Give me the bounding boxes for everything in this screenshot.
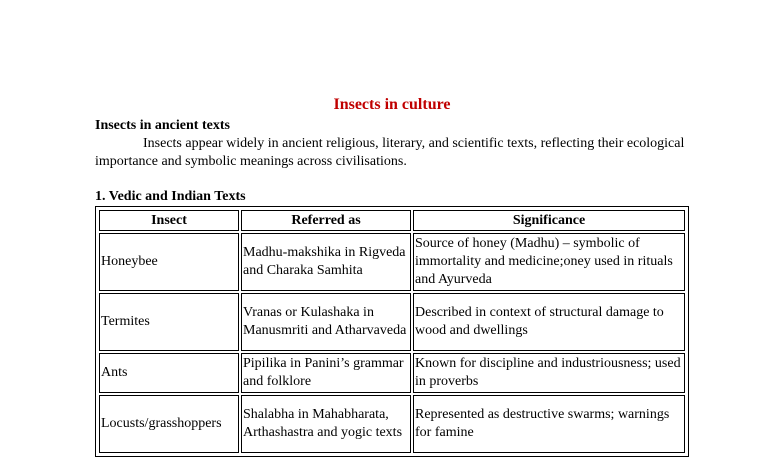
cell-significance: Source of honey (Madhu) – symbolic of immortality and medicine;oney used in rituals and Ayurveda: [413, 233, 685, 291]
table-row: [99, 233, 685, 291]
table-row: [99, 395, 685, 453]
cell-insect: Termites: [99, 293, 239, 351]
cell-significance: Represented as destructive swarms; warnings for famine: [413, 395, 685, 453]
page-title: Insects in culture: [333, 96, 451, 113]
cell-significance: Described in context of structural damage to wood and dwellings: [413, 293, 685, 351]
table-row: [99, 353, 685, 393]
cell-referred-as: Pipilika in Panini’s grammar and folklore: [241, 353, 411, 393]
cell-significance: Known for discipline and industriousness; used in proverbs: [413, 353, 685, 393]
subheading: Insects in ancient texts: [95, 118, 230, 133]
header-significance: Significance: [413, 210, 685, 231]
cell-insect: Ants: [99, 353, 239, 393]
cell-insect: Locusts/grasshoppers: [99, 395, 239, 453]
cell-referred-as: Shalabha in Mahabharata, Arthashastra and yogic texts: [241, 395, 411, 453]
header-referred-as: Referred as: [241, 210, 411, 231]
table-row: [99, 293, 685, 351]
insects-table: [95, 206, 689, 457]
section-heading: 1. Vedic and Indian Texts: [95, 189, 246, 204]
table-header-row: [99, 210, 685, 231]
header-insect: Insect: [99, 210, 239, 231]
cell-referred-as: Vranas or Kulashaka in Manusmriti and Atharvaveda: [241, 293, 411, 351]
cell-insect: Honeybee: [99, 233, 239, 291]
intro-paragraph: Insects appear widely in ancient religious, literary, and scientific texts, reflecting their ecological importance and symbolic meanings across civilisations.: [95, 136, 685, 169]
cell-referred-as: Madhu-makshika in Rigveda and Charaka Samhita: [241, 233, 411, 291]
